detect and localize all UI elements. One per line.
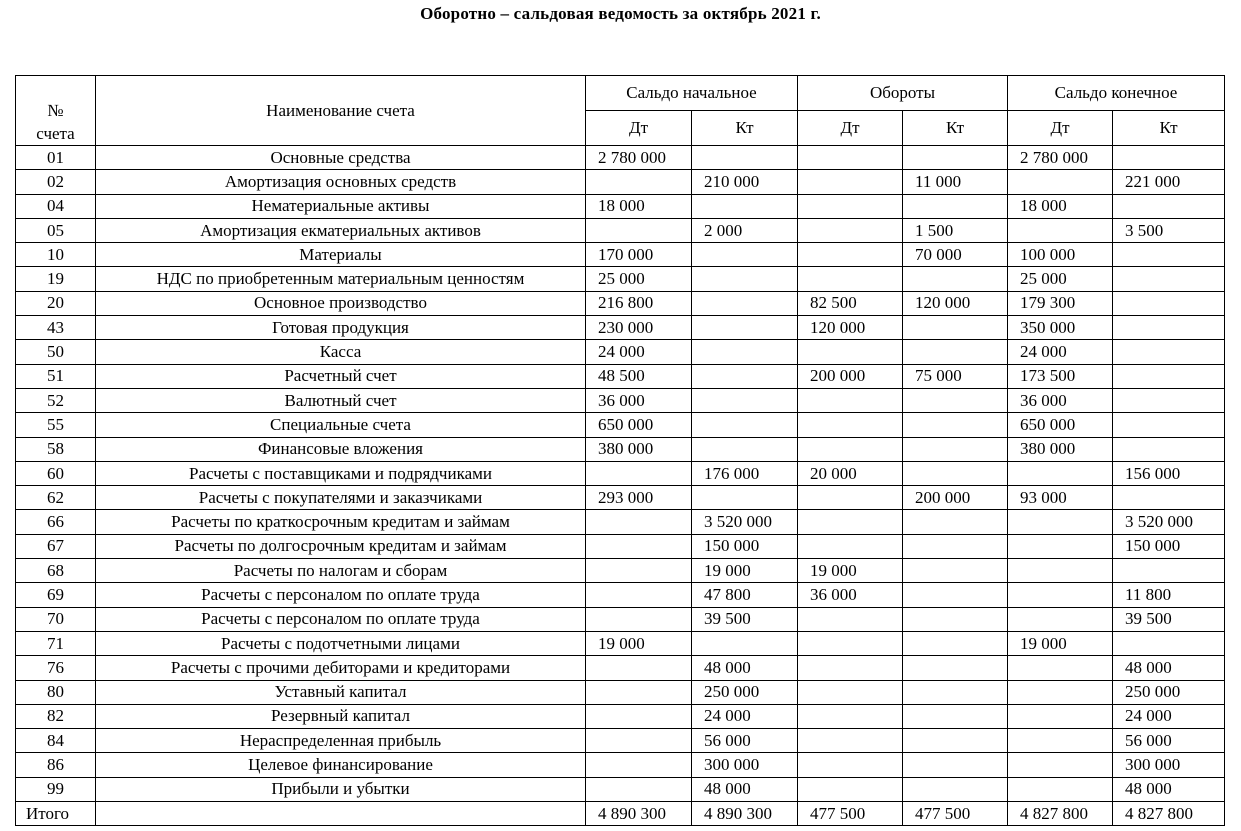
closing-debit bbox=[1008, 583, 1113, 607]
closing-credit: 3 500 bbox=[1113, 218, 1225, 242]
page-title: Оборотно – сальдовая ведомость за октябрь 2021 г. bbox=[420, 4, 821, 23]
table-row bbox=[16, 486, 1225, 510]
account-code: 02 bbox=[16, 170, 96, 194]
turnover-credit bbox=[903, 534, 1008, 558]
turnover-debit bbox=[798, 194, 903, 218]
table-row bbox=[16, 218, 1225, 242]
account-name: НДС по приобретенным материальным ценностям bbox=[96, 267, 586, 291]
closing-debit bbox=[1008, 704, 1113, 728]
account-code: 70 bbox=[16, 607, 96, 631]
table-row bbox=[16, 534, 1225, 558]
closing-debit: 25 000 bbox=[1008, 267, 1113, 291]
total-label: Итого bbox=[16, 802, 96, 826]
opening-credit: 48 000 bbox=[692, 656, 798, 680]
table-row bbox=[16, 510, 1225, 534]
account-name: Расчеты с подотчетными лицами bbox=[96, 631, 586, 655]
opening-credit bbox=[692, 316, 798, 340]
closing-debit bbox=[1008, 218, 1113, 242]
closing-debit bbox=[1008, 170, 1113, 194]
table-row bbox=[16, 146, 1225, 170]
account-name: Расчеты по налогам и сборам bbox=[96, 559, 586, 583]
opening-credit bbox=[692, 413, 798, 437]
opening-debit bbox=[586, 680, 692, 704]
turnover-debit bbox=[798, 534, 903, 558]
account-name: Расчетный счет bbox=[96, 364, 586, 388]
closing-credit: 48 000 bbox=[1113, 777, 1225, 801]
closing-debit: 650 000 bbox=[1008, 413, 1113, 437]
opening-debit: 18 000 bbox=[586, 194, 692, 218]
opening-credit bbox=[692, 243, 798, 267]
closing-credit bbox=[1113, 631, 1225, 655]
opening-debit bbox=[586, 510, 692, 534]
opening-debit bbox=[586, 777, 692, 801]
closing-debit: 173 500 bbox=[1008, 364, 1113, 388]
turnover-credit: 120 000 bbox=[903, 291, 1008, 315]
account-code: 71 bbox=[16, 631, 96, 655]
account-name: Готовая продукция bbox=[96, 316, 586, 340]
account-code: 80 bbox=[16, 680, 96, 704]
closing-credit: 39 500 bbox=[1113, 607, 1225, 631]
header-account-name: Наименование счета bbox=[96, 76, 586, 146]
account-code: 19 bbox=[16, 267, 96, 291]
turnover-credit bbox=[903, 461, 1008, 485]
closing-credit: 56 000 bbox=[1113, 729, 1225, 753]
account-code: 60 bbox=[16, 461, 96, 485]
opening-credit bbox=[692, 194, 798, 218]
turnover-credit bbox=[903, 777, 1008, 801]
closing-debit bbox=[1008, 607, 1113, 631]
opening-debit bbox=[586, 583, 692, 607]
account-code: 69 bbox=[16, 583, 96, 607]
account-code: 82 bbox=[16, 704, 96, 728]
account-name: Расчеты с персоналом по оплате труда bbox=[96, 583, 586, 607]
opening-debit: 19 000 bbox=[586, 631, 692, 655]
closing-credit bbox=[1113, 316, 1225, 340]
closing-debit bbox=[1008, 510, 1113, 534]
account-code: 67 bbox=[16, 534, 96, 558]
opening-credit: 39 500 bbox=[692, 607, 798, 631]
closing-credit bbox=[1113, 364, 1225, 388]
closing-credit: 250 000 bbox=[1113, 680, 1225, 704]
total-name-cell bbox=[96, 802, 586, 826]
opening-debit: 216 800 bbox=[586, 291, 692, 315]
opening-credit bbox=[692, 364, 798, 388]
closing-debit: 2 780 000 bbox=[1008, 146, 1113, 170]
turnover-credit bbox=[903, 680, 1008, 704]
closing-credit bbox=[1113, 194, 1225, 218]
table-row bbox=[16, 461, 1225, 485]
account-code: 43 bbox=[16, 316, 96, 340]
closing-debit: 179 300 bbox=[1008, 291, 1113, 315]
opening-credit: 24 000 bbox=[692, 704, 798, 728]
account-name: Расчеты с персоналом по оплате труда bbox=[96, 607, 586, 631]
header-account-no bbox=[16, 76, 96, 146]
turnover-debit bbox=[798, 243, 903, 267]
header-turnover: Обороты bbox=[798, 76, 1008, 111]
closing-credit bbox=[1113, 146, 1225, 170]
turnover-debit bbox=[798, 607, 903, 631]
table-row bbox=[16, 753, 1225, 777]
turnover-credit bbox=[903, 267, 1008, 291]
opening-credit: 47 800 bbox=[692, 583, 798, 607]
turnover-debit bbox=[798, 340, 903, 364]
opening-credit bbox=[692, 267, 798, 291]
turnover-debit bbox=[798, 413, 903, 437]
opening-debit: 2 780 000 bbox=[586, 146, 692, 170]
account-name: Расчеты с поставщиками и подрядчиками bbox=[96, 461, 586, 485]
account-name: Амортизация екматериальных активов bbox=[96, 218, 586, 242]
closing-credit bbox=[1113, 291, 1225, 315]
opening-debit: 293 000 bbox=[586, 486, 692, 510]
total-row bbox=[16, 802, 1225, 826]
opening-debit bbox=[586, 656, 692, 680]
header-closing-balance: Сальдо конечное bbox=[1008, 76, 1225, 111]
turnover-debit bbox=[798, 777, 903, 801]
account-code: 01 bbox=[16, 146, 96, 170]
turnover-credit bbox=[903, 388, 1008, 412]
closing-debit: 36 000 bbox=[1008, 388, 1113, 412]
opening-debit: 230 000 bbox=[586, 316, 692, 340]
table-row bbox=[16, 388, 1225, 412]
account-name: Прибыли и убытки bbox=[96, 777, 586, 801]
closing-debit bbox=[1008, 753, 1113, 777]
opening-credit: 48 000 bbox=[692, 777, 798, 801]
account-code: 58 bbox=[16, 437, 96, 461]
account-code: 84 bbox=[16, 729, 96, 753]
table-row bbox=[16, 704, 1225, 728]
account-name: Валютный счет bbox=[96, 388, 586, 412]
account-name: Амортизация основных средств bbox=[96, 170, 586, 194]
closing-credit: 24 000 bbox=[1113, 704, 1225, 728]
opening-debit: 25 000 bbox=[586, 267, 692, 291]
table-row bbox=[16, 364, 1225, 388]
turnover-debit bbox=[798, 680, 903, 704]
account-name: Уставный капитал bbox=[96, 680, 586, 704]
header-opening-balance: Сальдо начальное bbox=[586, 76, 798, 111]
opening-credit: 176 000 bbox=[692, 461, 798, 485]
account-code: 04 bbox=[16, 194, 96, 218]
turnover-credit bbox=[903, 340, 1008, 364]
turnover-debit bbox=[798, 729, 903, 753]
turnover-credit bbox=[903, 729, 1008, 753]
total-opening-credit: 4 890 300 bbox=[692, 802, 798, 826]
header-closing-debit: Дт bbox=[1008, 111, 1113, 146]
total-turnover-credit: 477 500 bbox=[903, 802, 1008, 826]
turnover-debit: 200 000 bbox=[798, 364, 903, 388]
table-row bbox=[16, 729, 1225, 753]
turnover-credit bbox=[903, 146, 1008, 170]
turnover-credit bbox=[903, 753, 1008, 777]
opening-credit: 300 000 bbox=[692, 753, 798, 777]
header-turnover-debit: Дт bbox=[798, 111, 903, 146]
account-code: 50 bbox=[16, 340, 96, 364]
account-name: Касса bbox=[96, 340, 586, 364]
account-name: Резервный капитал bbox=[96, 704, 586, 728]
table-row bbox=[16, 583, 1225, 607]
opening-debit bbox=[586, 218, 692, 242]
header-account-no-label: № счета bbox=[36, 101, 75, 143]
opening-credit bbox=[692, 340, 798, 364]
table-row bbox=[16, 656, 1225, 680]
account-code: 76 bbox=[16, 656, 96, 680]
turnover-credit bbox=[903, 413, 1008, 437]
opening-credit bbox=[692, 486, 798, 510]
header-turnover-credit: Кт bbox=[903, 111, 1008, 146]
closing-debit: 18 000 bbox=[1008, 194, 1113, 218]
turnover-debit bbox=[798, 218, 903, 242]
turnover-debit bbox=[798, 704, 903, 728]
table-row bbox=[16, 291, 1225, 315]
turnover-debit bbox=[798, 267, 903, 291]
account-code: 86 bbox=[16, 753, 96, 777]
account-code: 99 bbox=[16, 777, 96, 801]
table-row bbox=[16, 194, 1225, 218]
turnover-debit bbox=[798, 753, 903, 777]
account-code: 62 bbox=[16, 486, 96, 510]
total-closing-credit: 4 827 800 bbox=[1113, 802, 1225, 826]
account-name: Финансовые вложения bbox=[96, 437, 586, 461]
table-row bbox=[16, 340, 1225, 364]
account-name: Расчеты по краткосрочным кредитам и займам bbox=[96, 510, 586, 534]
opening-debit bbox=[586, 534, 692, 558]
closing-debit: 380 000 bbox=[1008, 437, 1113, 461]
turnover-debit bbox=[798, 510, 903, 534]
table-row bbox=[16, 316, 1225, 340]
turnover-debit: 120 000 bbox=[798, 316, 903, 340]
opening-debit: 24 000 bbox=[586, 340, 692, 364]
closing-debit bbox=[1008, 729, 1113, 753]
closing-credit bbox=[1113, 486, 1225, 510]
closing-credit: 11 800 bbox=[1113, 583, 1225, 607]
account-code: 66 bbox=[16, 510, 96, 534]
closing-credit bbox=[1113, 437, 1225, 461]
opening-debit: 48 500 bbox=[586, 364, 692, 388]
turnover-credit bbox=[903, 559, 1008, 583]
account-name: Расчеты по долгосрочным кредитам и займам bbox=[96, 534, 586, 558]
account-code: 10 bbox=[16, 243, 96, 267]
turnover-credit: 75 000 bbox=[903, 364, 1008, 388]
account-code: 05 bbox=[16, 218, 96, 242]
closing-debit bbox=[1008, 777, 1113, 801]
opening-debit bbox=[586, 559, 692, 583]
turnover-debit bbox=[798, 388, 903, 412]
opening-debit bbox=[586, 461, 692, 485]
turnover-debit: 20 000 bbox=[798, 461, 903, 485]
table-row bbox=[16, 607, 1225, 631]
closing-credit bbox=[1113, 243, 1225, 267]
total-opening-debit: 4 890 300 bbox=[586, 802, 692, 826]
turnover-debit bbox=[798, 631, 903, 655]
opening-credit: 2 000 bbox=[692, 218, 798, 242]
closing-credit bbox=[1113, 413, 1225, 437]
closing-credit bbox=[1113, 559, 1225, 583]
account-code: 51 bbox=[16, 364, 96, 388]
account-name: Расчеты с покупателями и заказчиками bbox=[96, 486, 586, 510]
closing-credit: 150 000 bbox=[1113, 534, 1225, 558]
turnover-credit: 200 000 bbox=[903, 486, 1008, 510]
account-name: Основные средства bbox=[96, 146, 586, 170]
opening-debit: 380 000 bbox=[586, 437, 692, 461]
table-row bbox=[16, 413, 1225, 437]
account-code: 55 bbox=[16, 413, 96, 437]
opening-debit: 36 000 bbox=[586, 388, 692, 412]
total-closing-debit: 4 827 800 bbox=[1008, 802, 1113, 826]
turnover-debit bbox=[798, 146, 903, 170]
closing-debit bbox=[1008, 559, 1113, 583]
opening-debit bbox=[586, 170, 692, 194]
closing-credit: 221 000 bbox=[1113, 170, 1225, 194]
table-row bbox=[16, 631, 1225, 655]
opening-credit: 210 000 bbox=[692, 170, 798, 194]
account-name: Основное производство bbox=[96, 291, 586, 315]
opening-debit bbox=[586, 729, 692, 753]
table-row bbox=[16, 437, 1225, 461]
closing-debit: 24 000 bbox=[1008, 340, 1113, 364]
closing-debit: 350 000 bbox=[1008, 316, 1113, 340]
opening-debit bbox=[586, 753, 692, 777]
closing-debit: 93 000 bbox=[1008, 486, 1113, 510]
closing-debit: 19 000 bbox=[1008, 631, 1113, 655]
closing-credit: 48 000 bbox=[1113, 656, 1225, 680]
turnover-credit bbox=[903, 631, 1008, 655]
closing-debit bbox=[1008, 534, 1113, 558]
closing-credit bbox=[1113, 340, 1225, 364]
turnover-credit bbox=[903, 583, 1008, 607]
turnover-credit: 1 500 bbox=[903, 218, 1008, 242]
table-row bbox=[16, 680, 1225, 704]
account-name: Нематериальные активы bbox=[96, 194, 586, 218]
account-name: Специальные счета bbox=[96, 413, 586, 437]
closing-credit: 3 520 000 bbox=[1113, 510, 1225, 534]
closing-credit: 300 000 bbox=[1113, 753, 1225, 777]
total-turnover-debit: 477 500 bbox=[798, 802, 903, 826]
account-code: 68 bbox=[16, 559, 96, 583]
turnover-debit: 19 000 bbox=[798, 559, 903, 583]
turnover-debit bbox=[798, 170, 903, 194]
turnover-credit bbox=[903, 704, 1008, 728]
table-row bbox=[16, 170, 1225, 194]
account-name: Материалы bbox=[96, 243, 586, 267]
closing-debit bbox=[1008, 461, 1113, 485]
opening-credit: 19 000 bbox=[692, 559, 798, 583]
opening-credit: 250 000 bbox=[692, 680, 798, 704]
opening-debit: 650 000 bbox=[586, 413, 692, 437]
turnover-credit: 70 000 bbox=[903, 243, 1008, 267]
table-row bbox=[16, 243, 1225, 267]
table-body bbox=[16, 146, 1225, 802]
account-name: Нераспределенная прибыль bbox=[96, 729, 586, 753]
table-row bbox=[16, 777, 1225, 801]
closing-credit bbox=[1113, 388, 1225, 412]
closing-debit: 100 000 bbox=[1008, 243, 1113, 267]
opening-debit bbox=[586, 607, 692, 631]
turnover-debit: 82 500 bbox=[798, 291, 903, 315]
turnover-balance-table bbox=[15, 75, 1225, 826]
opening-credit bbox=[692, 437, 798, 461]
account-code: 52 bbox=[16, 388, 96, 412]
opening-credit bbox=[692, 291, 798, 315]
header-closing-credit: Кт bbox=[1113, 111, 1225, 146]
turnover-credit: 11 000 bbox=[903, 170, 1008, 194]
turnover-debit bbox=[798, 486, 903, 510]
account-code: 20 bbox=[16, 291, 96, 315]
turnover-credit bbox=[903, 607, 1008, 631]
opening-credit bbox=[692, 631, 798, 655]
turnover-credit bbox=[903, 656, 1008, 680]
header-opening-debit: Дт bbox=[586, 111, 692, 146]
opening-credit: 56 000 bbox=[692, 729, 798, 753]
closing-credit bbox=[1113, 267, 1225, 291]
opening-credit bbox=[692, 146, 798, 170]
turnover-credit bbox=[903, 510, 1008, 534]
opening-debit bbox=[586, 704, 692, 728]
table-row bbox=[16, 267, 1225, 291]
closing-credit: 156 000 bbox=[1113, 461, 1225, 485]
closing-debit bbox=[1008, 680, 1113, 704]
turnover-debit bbox=[798, 437, 903, 461]
turnover-debit: 36 000 bbox=[798, 583, 903, 607]
header-opening-credit: Кт bbox=[692, 111, 798, 146]
account-name: Целевое финансирование bbox=[96, 753, 586, 777]
opening-debit: 170 000 bbox=[586, 243, 692, 267]
turnover-credit bbox=[903, 316, 1008, 340]
opening-credit: 150 000 bbox=[692, 534, 798, 558]
account-name: Расчеты с прочими дебиторами и кредиторами bbox=[96, 656, 586, 680]
table-row bbox=[16, 559, 1225, 583]
opening-credit bbox=[692, 388, 798, 412]
turnover-credit bbox=[903, 194, 1008, 218]
turnover-credit bbox=[903, 437, 1008, 461]
closing-debit bbox=[1008, 656, 1113, 680]
turnover-debit bbox=[798, 656, 903, 680]
opening-credit: 3 520 000 bbox=[692, 510, 798, 534]
